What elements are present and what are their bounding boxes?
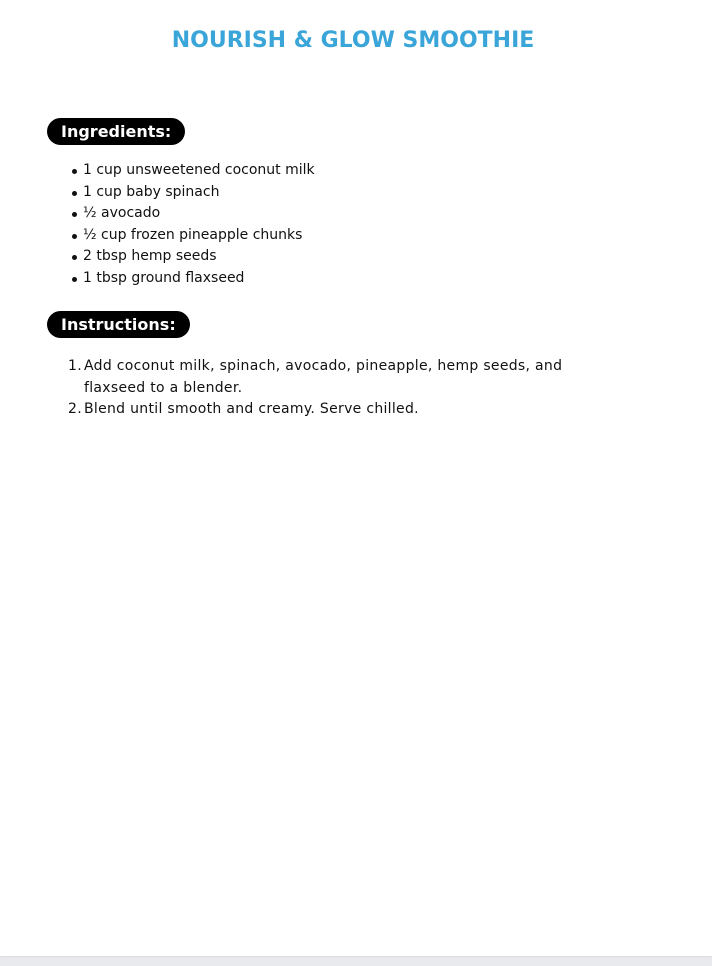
list-item: ½ avocado [83,203,315,225]
step-text: Add coconut milk, spinach, avocado, pineapple, hemp seeds, and flaxseed to a blender. [84,358,563,396]
ingredients-list [83,160,315,289]
list-item: 1 cup unsweetened coconut milk [83,160,315,182]
ingredients-heading: Ingredients: [47,118,185,145]
instruction-step [68,399,604,421]
list-item: 1 cup baby spinach [83,182,315,204]
instructions-list [68,356,604,421]
step-text: Blend until smooth and creamy. Serve chilled. [84,401,419,417]
list-item: ½ cup frozen pineapple chunks [83,225,315,247]
instructions-heading: Instructions: [47,311,190,338]
list-item: 2 tbsp hemp seeds [83,246,315,268]
instruction-step [68,356,604,399]
page-title: NOURISH & GLOW SMOOTHIE [171,28,535,53]
step-number: 1. [68,358,82,374]
list-item: 1 tbsp ground flaxseed [83,268,315,290]
step-number: 2. [68,401,82,417]
